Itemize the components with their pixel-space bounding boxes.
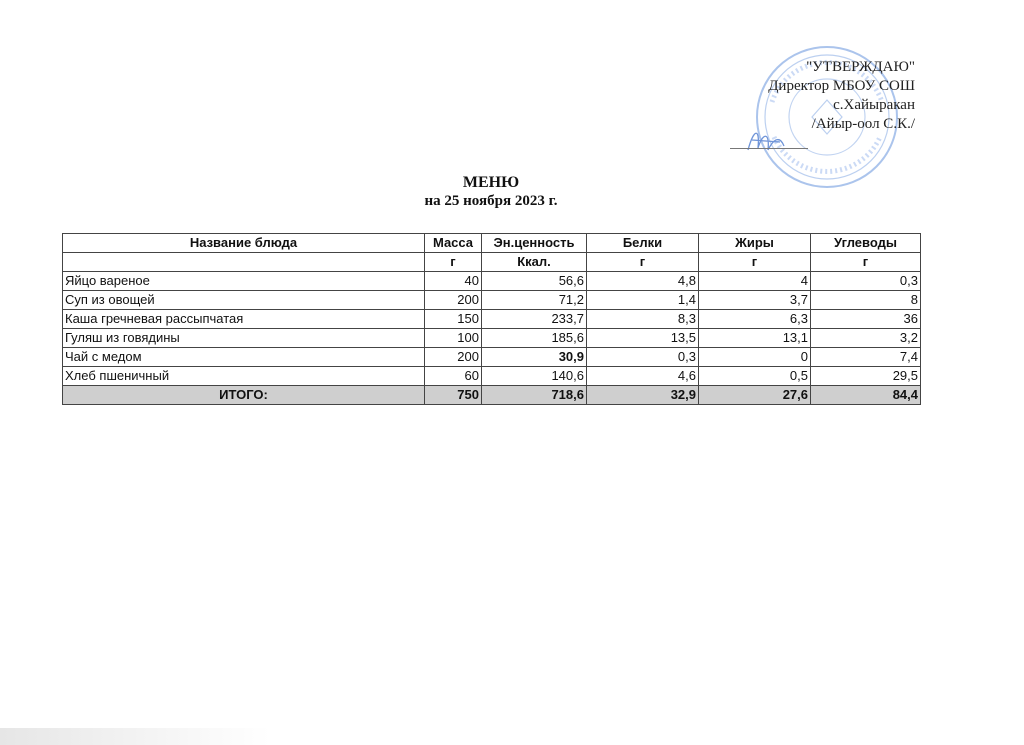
- dish-name: Гуляш из говядины: [63, 329, 425, 348]
- dish-mass: 200: [425, 348, 482, 367]
- unit-energy: Ккал.: [482, 253, 587, 272]
- dish-mass: 60: [425, 367, 482, 386]
- dish-energy: 56,6: [482, 272, 587, 291]
- dish-name: Хлеб пшеничный: [63, 367, 425, 386]
- dish-protein: 8,3: [587, 310, 699, 329]
- unit-fat: г: [699, 253, 811, 272]
- dish-carbs: 36: [811, 310, 921, 329]
- dish-name: Каша гречневая рассыпчатая: [63, 310, 425, 329]
- table-row: [63, 367, 921, 386]
- dish-energy: 233,7: [482, 310, 587, 329]
- scan-edge-shade: [0, 728, 270, 745]
- table-row: [63, 348, 921, 367]
- dish-mass: 150: [425, 310, 482, 329]
- unit-carbs: г: [811, 253, 921, 272]
- dish-mass: 200: [425, 291, 482, 310]
- dish-protein: 13,5: [587, 329, 699, 348]
- table-row: [63, 272, 921, 291]
- signature-line: [730, 148, 808, 149]
- dish-carbs: 8: [811, 291, 921, 310]
- dish-energy: 185,6: [482, 329, 587, 348]
- menu-table: [62, 233, 921, 405]
- dish-name: Чай с медом: [63, 348, 425, 367]
- dish-name: Суп из овощей: [63, 291, 425, 310]
- dish-energy: 140,6: [482, 367, 587, 386]
- dish-fat: 3,7: [699, 291, 811, 310]
- approval-block: [700, 58, 915, 134]
- header-fat: Жиры: [699, 234, 811, 253]
- dish-fat: 6,3: [699, 310, 811, 329]
- dish-fat: 0,5: [699, 367, 811, 386]
- menu-date: на 25 ноября 2023 г.: [424, 193, 558, 209]
- table-row: [63, 291, 921, 310]
- total-energy: 718,6: [482, 386, 587, 405]
- header-energy: Эн.ценность: [482, 234, 587, 253]
- total-mass: 750: [425, 386, 482, 405]
- header-dish-name: Название блюда: [63, 234, 425, 253]
- dish-mass: 40: [425, 272, 482, 291]
- dish-carbs: 29,5: [811, 367, 921, 386]
- dish-mass: 100: [425, 329, 482, 348]
- approval-heading: "УТВЕРЖДАЮ": [806, 59, 915, 75]
- header-carbs: Углеводы: [811, 234, 921, 253]
- dish-fat: 4: [699, 272, 811, 291]
- total-protein: 32,9: [587, 386, 699, 405]
- dish-carbs: 0,3: [811, 272, 921, 291]
- dish-fat: 13,1: [699, 329, 811, 348]
- dish-name: Яйцо вареное: [63, 272, 425, 291]
- dish-fat: 0: [699, 348, 811, 367]
- approval-village: с.Хайыракан: [833, 97, 915, 113]
- total-label: ИТОГО:: [63, 386, 425, 405]
- total-carbs: 84,4: [811, 386, 921, 405]
- unit-protein: г: [587, 253, 699, 272]
- dish-carbs: 3,2: [811, 329, 921, 348]
- dish-energy: 71,2: [482, 291, 587, 310]
- unit-dish-name: [63, 253, 425, 272]
- table-row: [63, 329, 921, 348]
- approval-signatory: /Айыр-оол С.К./: [811, 116, 915, 132]
- table-row: [63, 310, 921, 329]
- dish-carbs: 7,4: [811, 348, 921, 367]
- table-header-row: [63, 234, 921, 253]
- unit-mass: г: [425, 253, 482, 272]
- dish-energy: 30,9: [482, 348, 587, 367]
- menu-title: МЕНЮ: [462, 174, 520, 191]
- dish-protein: 1,4: [587, 291, 699, 310]
- dish-protein: 4,8: [587, 272, 699, 291]
- page-title: [62, 174, 920, 210]
- total-fat: 27,6: [699, 386, 811, 405]
- total-row: [63, 386, 921, 405]
- header-mass: Масса: [425, 234, 482, 253]
- dish-protein: 0,3: [587, 348, 699, 367]
- dish-protein: 4,6: [587, 367, 699, 386]
- approval-position: Директор МБОУ СОШ: [768, 78, 915, 94]
- header-protein: Белки: [587, 234, 699, 253]
- table-units-row: [63, 253, 921, 272]
